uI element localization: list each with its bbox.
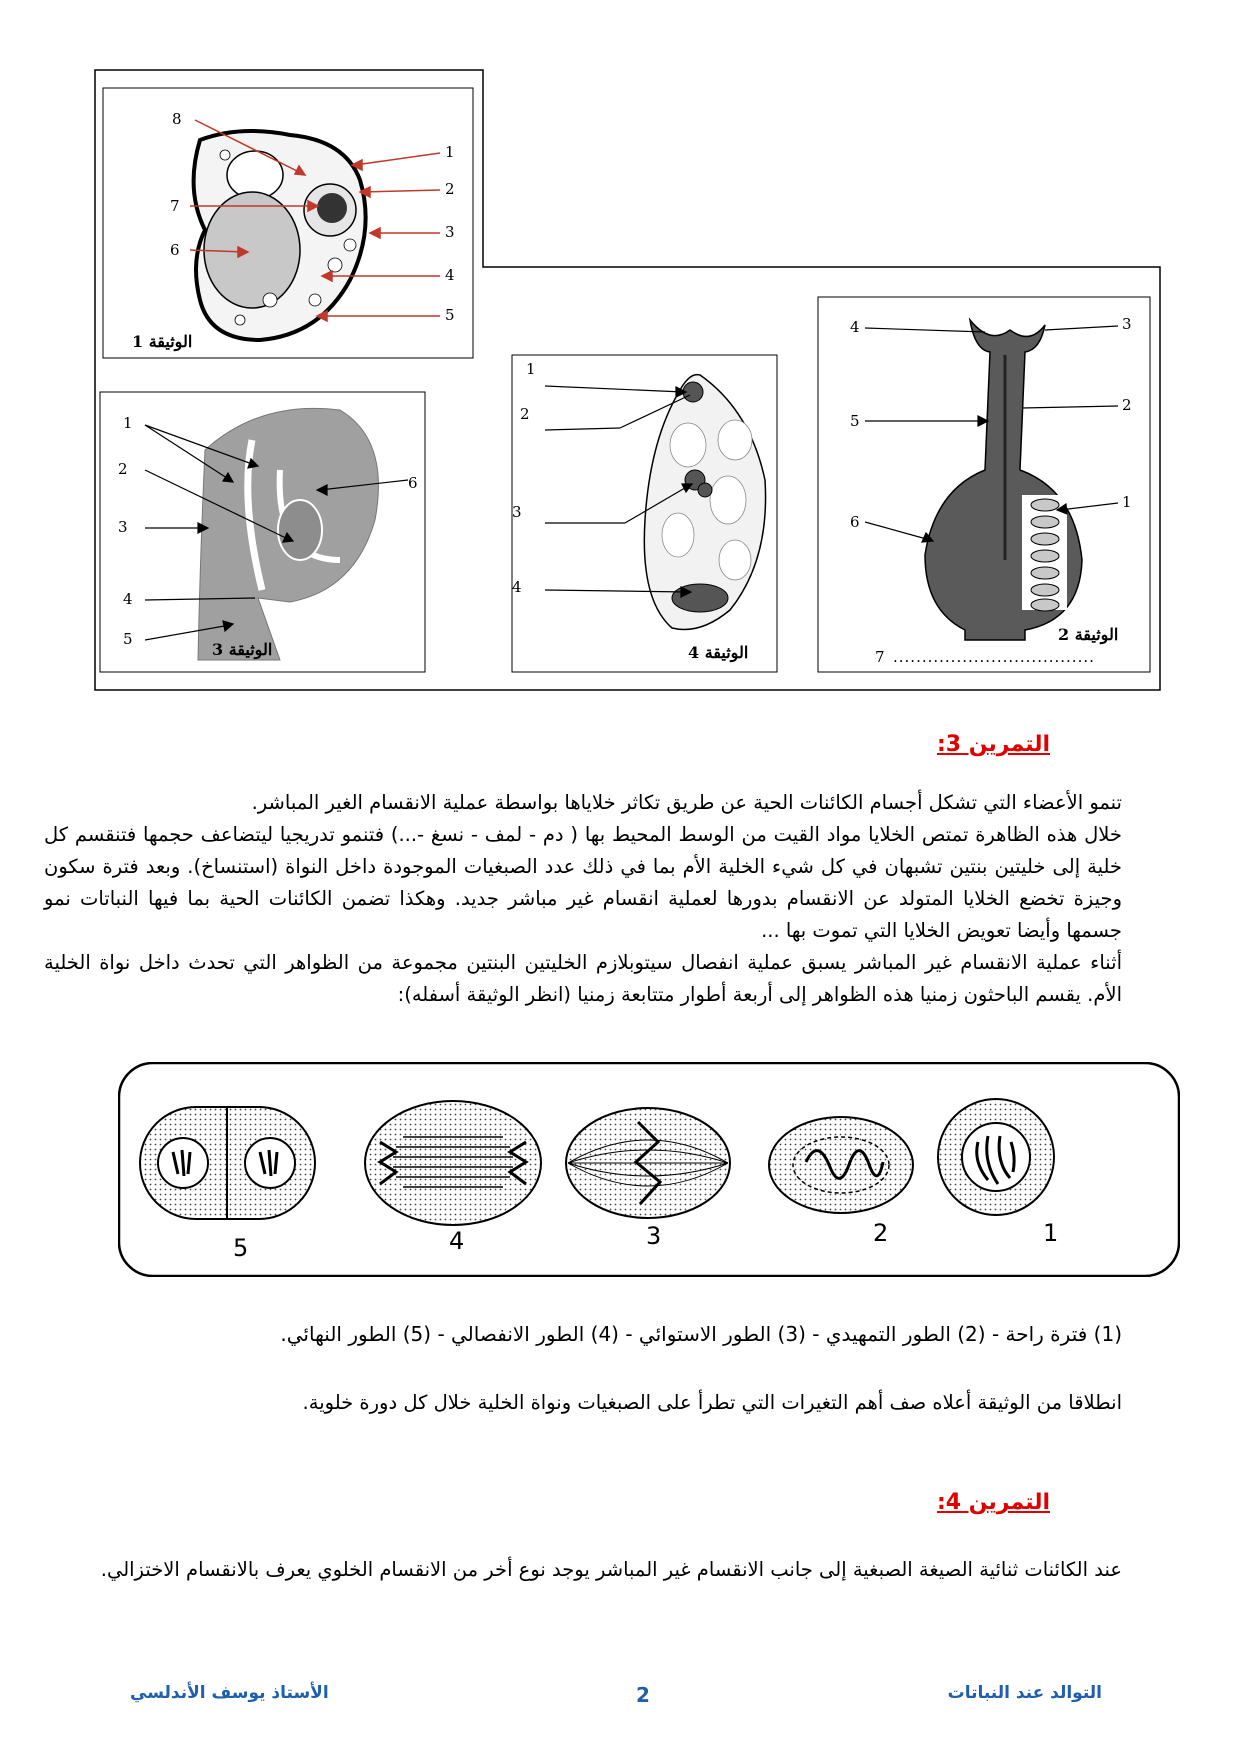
doc1-part-5: 5 (445, 306, 455, 324)
doc3-part-1: 1 (123, 414, 133, 432)
doc4-part-2: 2 (520, 405, 530, 423)
exercise4-title: التمرين 4: (936, 1490, 1050, 1515)
footer-author: الأستاذ يوسف الأندلسي (130, 1683, 329, 1703)
doc2-label-index: 2 (1058, 625, 1070, 644)
doc4-part-1: 1 (526, 360, 536, 378)
doc2-label-text: الوثيقة (1074, 625, 1119, 644)
doc1-part-4: 4 (445, 266, 455, 284)
stage-1-cell (938, 1099, 1054, 1215)
doc1-part-8: 8 (172, 110, 182, 128)
stage-number-4: 4 (449, 1227, 465, 1255)
doc1-label-text: الوثيقة (148, 332, 193, 351)
stage-4-cell (365, 1101, 541, 1225)
footer-title: التوالد عند النباتات (947, 1683, 1102, 1703)
doc3-part-5: 5 (123, 630, 133, 648)
doc2-part-6: 6 (850, 513, 860, 531)
doc3-part-4: 4 (123, 590, 133, 608)
exercise3-question: انطلاقا من الوثيقة أعلاه صف أهم التغيرات التي تطرأ على الصبغيات ونواة الخلية خلال كل دورة خلوية. (302, 1391, 1122, 1414)
stage-3-cell (566, 1108, 730, 1218)
figure-documents (0, 0, 1240, 700)
stage-number-5: 5 (233, 1234, 249, 1262)
stage-number-2: 2 (873, 1219, 889, 1247)
stage-number-3: 3 (646, 1222, 662, 1250)
mitosis-figure (118, 1062, 1180, 1277)
doc1-part-2: 2 (445, 180, 455, 198)
doc1-label-index: 1 (132, 332, 144, 351)
doc3-label-index: 3 (212, 640, 224, 659)
doc2-blank-line: ................................... (893, 648, 1095, 666)
exercise3-paragraph-2: خلال هذه الظاهرة تمتص الخلايا مواد القيت من الوسط المحيط بها ( دم - لمف - نسغ -...) فتنمو تدريجيا ليتضاعف حجمها فتنقسم كل خلية إلى خليتين بنتين تشبهان في كل شيء الخلية الأم بما في ذلك عدد الصبغيات الموجودة داخل النواة (استنساخ). وبعد فترة سكون وجيزة تخضع الخلايا المتولد عن الانقسام بدورها لعملية انقسام غير مباشر جديد. وهكذا تضمن الكائنات الحية بما فيها النباتات نمو جسمها وأيضا تعويض الخلايا التي تموت بها ... (44, 823, 1122, 942)
doc4-label (688, 643, 748, 662)
stage-2-cell (769, 1117, 913, 1213)
doc3-label (212, 640, 272, 659)
doc4-label-text: الوثيقة (704, 643, 749, 662)
doc4-part-4: 4 (512, 578, 522, 596)
doc3-part-2: 2 (118, 460, 128, 478)
exercise3-paragraph-1: تنمو الأعضاء التي تشكل أجسام الكائنات الحية عن طريق تكاثر خلاياها بواسطة عملية الانقسام الغير المباشر. (251, 791, 1122, 814)
doc2-part-5: 5 (850, 412, 860, 430)
stage-5-cell (140, 1107, 315, 1219)
doc1-part-7: 7 (170, 197, 180, 215)
exercise3-paragraph-3: أثناء عملية الانقسام غير المباشر يسبق عملية انفصال سيتوبلازم الخليتين البنتين مجموعة من الظواهر التي تحدث داخل نواة الخلية الأم. يقسم الباحثون زمنيا هذه الظواهر إلى أربعة أطوار متتابعة زمنيا (انظر الوثيقة أسفله): (44, 951, 1122, 1006)
page-number: 2 (636, 1683, 650, 1707)
stage-number-1: 1 (1043, 1219, 1059, 1247)
exercise4-paragraph-1: عند الكائنات ثنائية الصيغة الصبغية إلى جانب الانقسام غير المباشر يوجد نوع أخر من الانقسام الخلوي يعرف بالانقسام الاختزالي. (100, 1558, 1122, 1581)
doc2-part-7: 7 (875, 648, 885, 666)
doc3-part-3: 3 (118, 518, 128, 536)
doc1-part-3: 3 (445, 223, 455, 241)
doc4-label-index: 4 (688, 643, 700, 662)
stage-legend: (1) فترة راحة - (2) الطور التمهيدي - (3) الطور الاستوائي - (4) الطور الانفصالي - (5) الطور النهائي. (280, 1322, 1122, 1346)
doc2-part-3: 3 (1122, 315, 1132, 333)
doc3-label-text: الوثيقة (228, 640, 273, 659)
doc4-part-3: 3 (512, 503, 522, 521)
doc2-part-2: 2 (1122, 396, 1132, 414)
doc2-part-1: 1 (1122, 493, 1132, 511)
doc1-label (132, 332, 192, 351)
doc2-part-4: 4 (850, 318, 860, 336)
doc2-label (1058, 625, 1118, 644)
doc1-part-1: 1 (445, 143, 455, 161)
doc1-part-6: 6 (170, 241, 180, 259)
doc3-part-6: 6 (408, 474, 418, 492)
exercise3-title: التمرين 3: (936, 732, 1050, 757)
